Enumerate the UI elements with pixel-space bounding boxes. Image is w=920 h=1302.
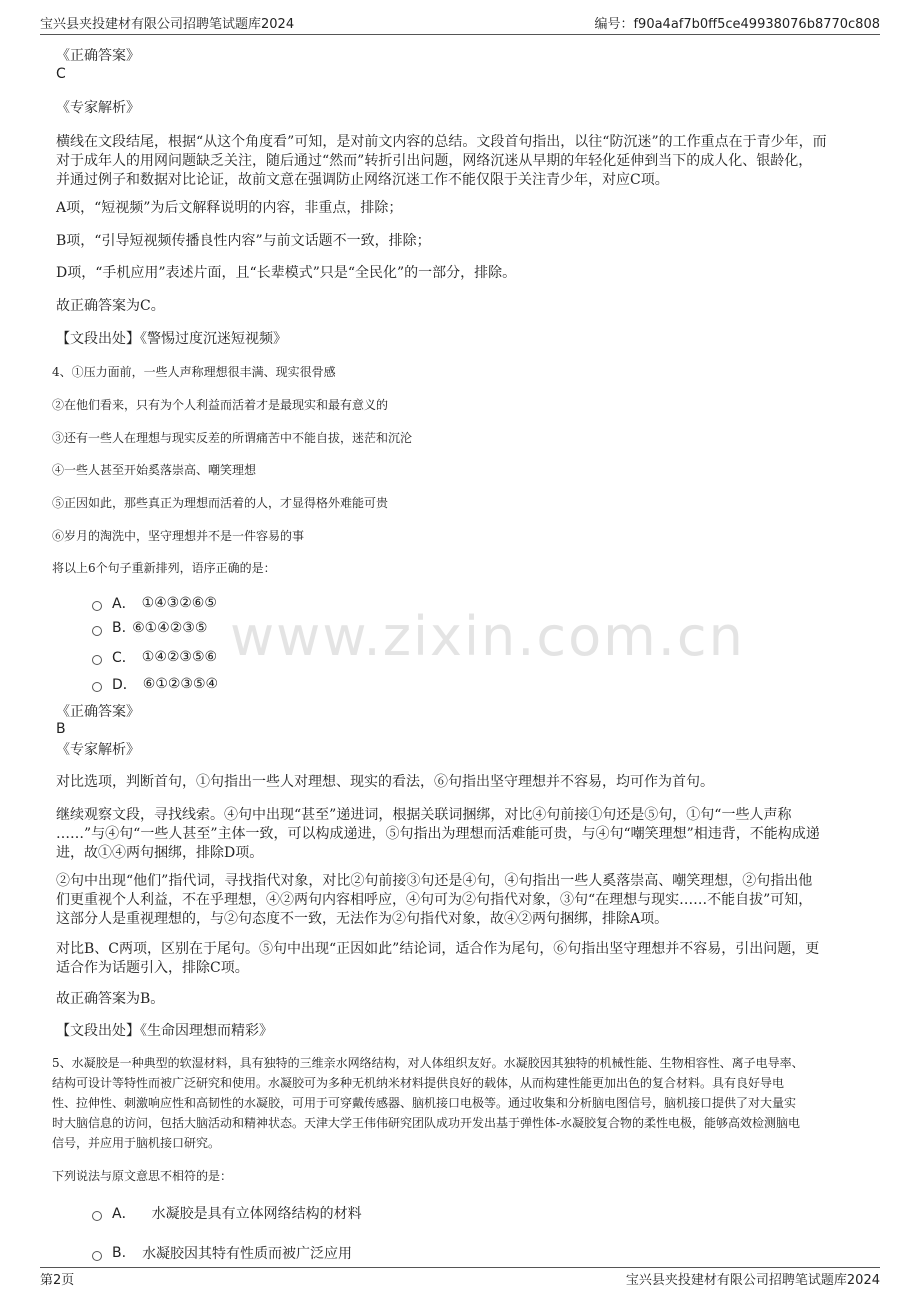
- question-prompt: 下列说法与原文意思不相符的是：: [52, 1169, 233, 1183]
- text-line: ……”与④句“一些人甚至”主体一致，可以构成递进，⑤句指出为理想而活难能可贵，与④句“嘲笑理想”相违背，不能构成递: [56, 826, 820, 842]
- analysis-paragraph: [56, 133, 866, 190]
- option-c[interactable]: [92, 647, 217, 667]
- answer-value: C: [56, 66, 66, 82]
- radio-button-icon[interactable]: [92, 1211, 102, 1221]
- header-title: 宝兴县夹投建材有限公司招聘笔试题库2024: [40, 17, 295, 32]
- radio-button-icon[interactable]: [92, 601, 102, 611]
- option-text: ①④③②⑥⑤: [141, 595, 217, 611]
- answer-value: B: [56, 721, 66, 737]
- watermark: www.zixin.com.cn: [230, 605, 745, 668]
- passage: [52, 1053, 872, 1153]
- radio-button-icon[interactable]: [92, 682, 102, 692]
- text-line: 进，故①④两句捆绑，排除D项。: [56, 845, 264, 861]
- answer-label: 《正确答案》: [56, 48, 140, 64]
- option-label: B.: [112, 620, 127, 636]
- text-line: 适合作为话题引入，排除C项。: [56, 960, 249, 976]
- option-label: B.: [112, 1245, 127, 1261]
- analysis-label: 《专家解析》: [56, 100, 140, 116]
- text-line: 继续观察文段，寻找线索。④句中出现“甚至”递进词，根据关联词捆绑，对比④句前接①句还是⑤句，①句“一些人声称: [56, 807, 792, 823]
- radio-button-icon[interactable]: [92, 1251, 102, 1261]
- option-label: A．: [112, 596, 136, 612]
- text-line: ②句中出现“他们”指代词，寻找指代对象，对比②句前接③句还是④句，④句指出一些人奚落崇高、嘲笑理想，②句指出他: [56, 873, 813, 889]
- option-text: ⑥①②③⑤④: [142, 676, 219, 692]
- radio-button-icon[interactable]: [92, 626, 102, 636]
- option-analysis-d: D项，“手机应用”表述片面，且“长辈模式”只是“全民化”的一部分，排除。: [56, 265, 517, 281]
- option-text: ①④②③⑤⑥: [141, 649, 218, 665]
- option-b[interactable]: [92, 620, 207, 636]
- answer-label: 《正确答案》: [56, 704, 140, 720]
- analysis-paragraph: [56, 806, 866, 863]
- option-text: 水凝胶因其特有性质而被广泛应用: [142, 1246, 353, 1262]
- footer-title: 宝兴县夹投建材有限公司招聘笔试题库2024: [625, 1273, 880, 1288]
- text-line: 横线在文段结尾，根据“从这个角度看”可知，是对前文内容的总结。文段首句指出，以往“防沉迷”的工作重点在于青少年，而: [56, 134, 827, 150]
- conclusion: 故正确答案为B。: [56, 991, 165, 1007]
- radio-button-icon[interactable]: [92, 655, 102, 665]
- option-a[interactable]: [92, 593, 217, 613]
- option-label: C．: [112, 650, 136, 666]
- text-line: 性、拉伸性、刺激响应性和高韧性的水凝胶，可用于可穿戴传感器、脑机接口电极等。通过收集和分析脑电图信号，脑机接口提供了对大量实: [52, 1096, 797, 1110]
- sentence-6: ⑥岁月的淘洗中，坚守理想并不是一件容易的事: [52, 529, 305, 543]
- question-prompt: 将以上6个句子重新排列，语序正确的是：: [52, 561, 276, 575]
- option-b[interactable]: [92, 1243, 352, 1263]
- source-citation: 【文段出处】《生命因理想而精彩》: [56, 1023, 273, 1039]
- text-line: 5、水凝胶是一种典型的软湿材料，具有独特的三维亲水网络结构，对人体组织友好。水凝胶因其独特的机械性能、生物相容性、离子电导率、: [52, 1056, 804, 1070]
- option-label: A．: [112, 1206, 136, 1222]
- text-line: 对于成年人的用网问题缺乏关注，随后通过“然而”转折引出问题，网络沉迷从早期的年轻化延伸到当下的成人化、银龄化，: [56, 153, 813, 169]
- analysis-paragraph: [56, 940, 866, 978]
- header-serial: 编号：f90a4af7b0ff5ce49938076b8770c808: [594, 17, 880, 32]
- conclusion: 故正确答案为C。: [56, 298, 165, 314]
- source-citation: 【文段出处】《警惕过度沉迷短视频》: [56, 331, 287, 347]
- analysis-paragraph: 对比选项，判断首句，①句指出一些人对理想、现实的看法，⑥句指出坚守理想并不容易，均可作为首句。: [56, 774, 714, 790]
- text-line: 信号，并应用于脑机接口研究。: [52, 1136, 221, 1150]
- option-a[interactable]: [92, 1203, 362, 1223]
- text-line: 并通过例子和数据对比论证，故前文意在强调防止网络沉迷工作不能仅限于关注青少年，对应C项。: [56, 172, 669, 188]
- page-header: [40, 10, 880, 35]
- text-line: 们更重视个人利益，不在乎理想，④②两句内容相呼应，④句可为②句指代对象，③句“在理想与现实……不能自拔”可知，: [56, 892, 813, 908]
- sentence-5: ⑤正因如此，那些真正为理想而活着的人，才显得格外难能可贵: [52, 496, 389, 510]
- option-label: D．: [112, 677, 137, 693]
- text-line: 结构可设计等特性而被广泛研究和使用。水凝胶可为多种无机纳米材料提供良好的载体，从而构建性能更加出色的复合材料。具有良好导电: [52, 1076, 785, 1090]
- text-line: 时大脑信息的访问，包括大脑活动和精神状态。天津大学王伟伟研究团队成功开发出基于弹性体-水凝胶复合物的柔性电极，能够高效检测脑电: [52, 1116, 801, 1130]
- option-text: 水凝胶是具有立体网络结构的材料: [151, 1206, 362, 1222]
- sentence-3: ③还有一些人在理想与现实反差的所谓痛苦中不能自拔，迷茫和沉沦: [52, 431, 413, 445]
- option-text: ⑥①④②③⑤: [132, 620, 208, 636]
- analysis-paragraph: [56, 872, 866, 929]
- sentence-2: ②在他们看来，只有为个人利益而活着才是最现实和最有意义的: [52, 398, 389, 412]
- option-analysis-b: B项，“引导短视频传播良性内容”与前文话题不一致，排除；: [56, 233, 431, 249]
- page-number: 第2页: [40, 1273, 75, 1288]
- analysis-label: 《专家解析》: [56, 742, 140, 758]
- text-line: 对比B、C两项，区别在于尾句。⑤句中出现“正因如此”结论词，适合作为尾句，⑥句指出坚守理想并不容易，引出问题，更: [56, 941, 820, 957]
- page-footer: [40, 1267, 880, 1288]
- sentence-4: ④一些人甚至开始奚落崇高、嘲笑理想: [52, 463, 257, 477]
- option-d[interactable]: [92, 674, 218, 694]
- sentence-1: 4、①压力面前，一些人声称理想很丰满、现实很骨感: [52, 365, 336, 379]
- text-line: 这部分人是重视理想的，与②句态度不一致，无法作为②句指代对象，故④②两句捆绑，排除A项。: [56, 911, 669, 927]
- option-analysis-a: A项，“短视频”为后文解释说明的内容，非重点，排除；: [56, 200, 403, 216]
